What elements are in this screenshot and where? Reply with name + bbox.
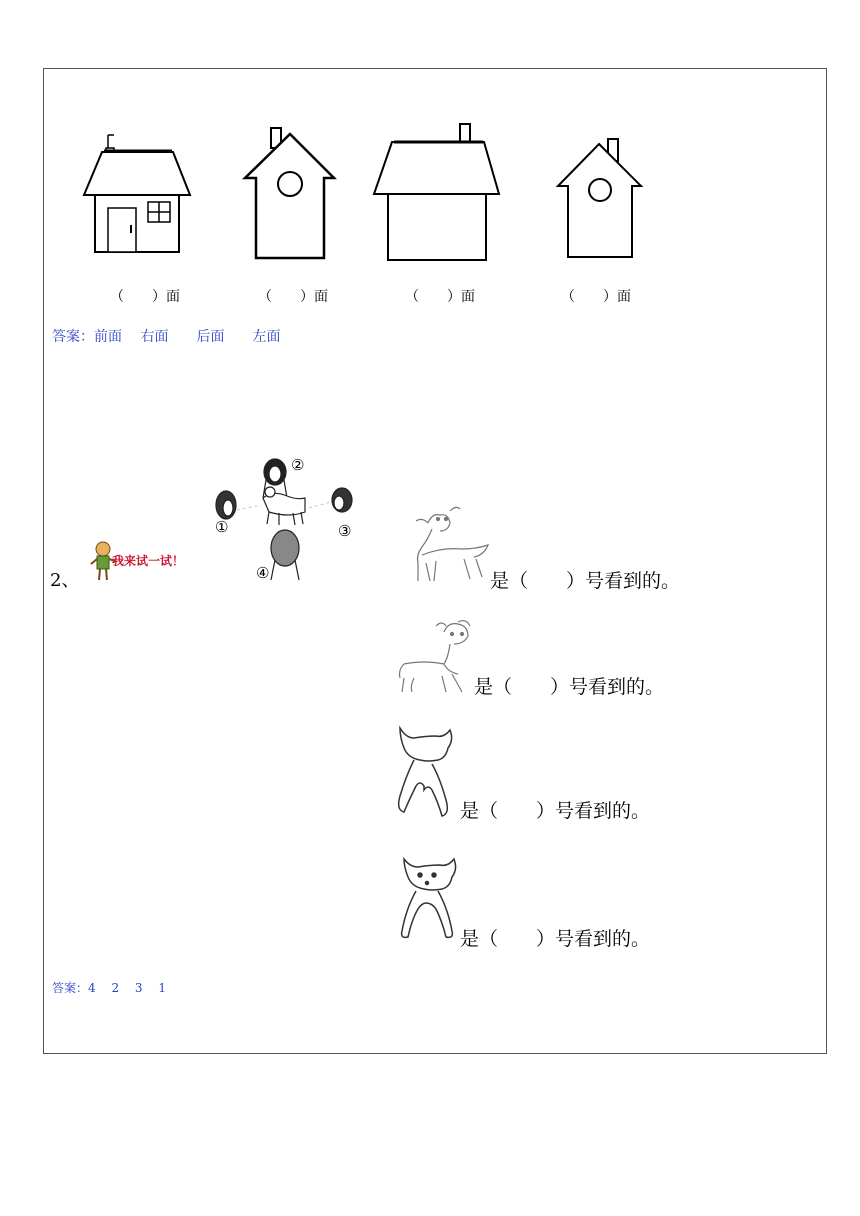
question-line-3: 是（ ）号看到的。	[460, 800, 651, 822]
house-blank-4: （ ）面	[561, 289, 631, 305]
marker-1: ①	[215, 518, 229, 536]
question-line-1: 是（ ）号看到的。	[490, 570, 681, 592]
house-front-view	[80, 130, 195, 255]
deer-side-view-2	[396, 620, 476, 695]
q1-answer: 答案：前面 右面 后面 左面	[52, 329, 281, 345]
question-number: 2、	[50, 570, 80, 591]
deer-back-view	[396, 724, 461, 816]
marker-3: ③	[338, 522, 352, 540]
house-blank-1: （ ）面	[110, 289, 180, 305]
house-blank-3: （ ）面	[405, 289, 475, 305]
marker-2: ②	[291, 456, 305, 474]
try-it-mascot	[90, 540, 205, 585]
house-blank-2: （ ）面	[258, 289, 328, 305]
house-left-view	[556, 136, 646, 261]
try-it-banner: 我来试一试！	[112, 554, 185, 568]
deer-front-view	[398, 855, 463, 945]
house-right-view	[242, 126, 337, 261]
deer-side-view-1	[406, 505, 492, 585]
house-back-view	[372, 122, 502, 264]
q2-answer: 答案：4 2 3 1	[52, 981, 166, 995]
question-line-2: 是（ ）号看到的。	[474, 676, 665, 698]
marker-4: ④	[256, 564, 270, 582]
observers-scene	[205, 450, 370, 585]
question-line-4: 是（ ）号看到的。	[460, 928, 651, 950]
